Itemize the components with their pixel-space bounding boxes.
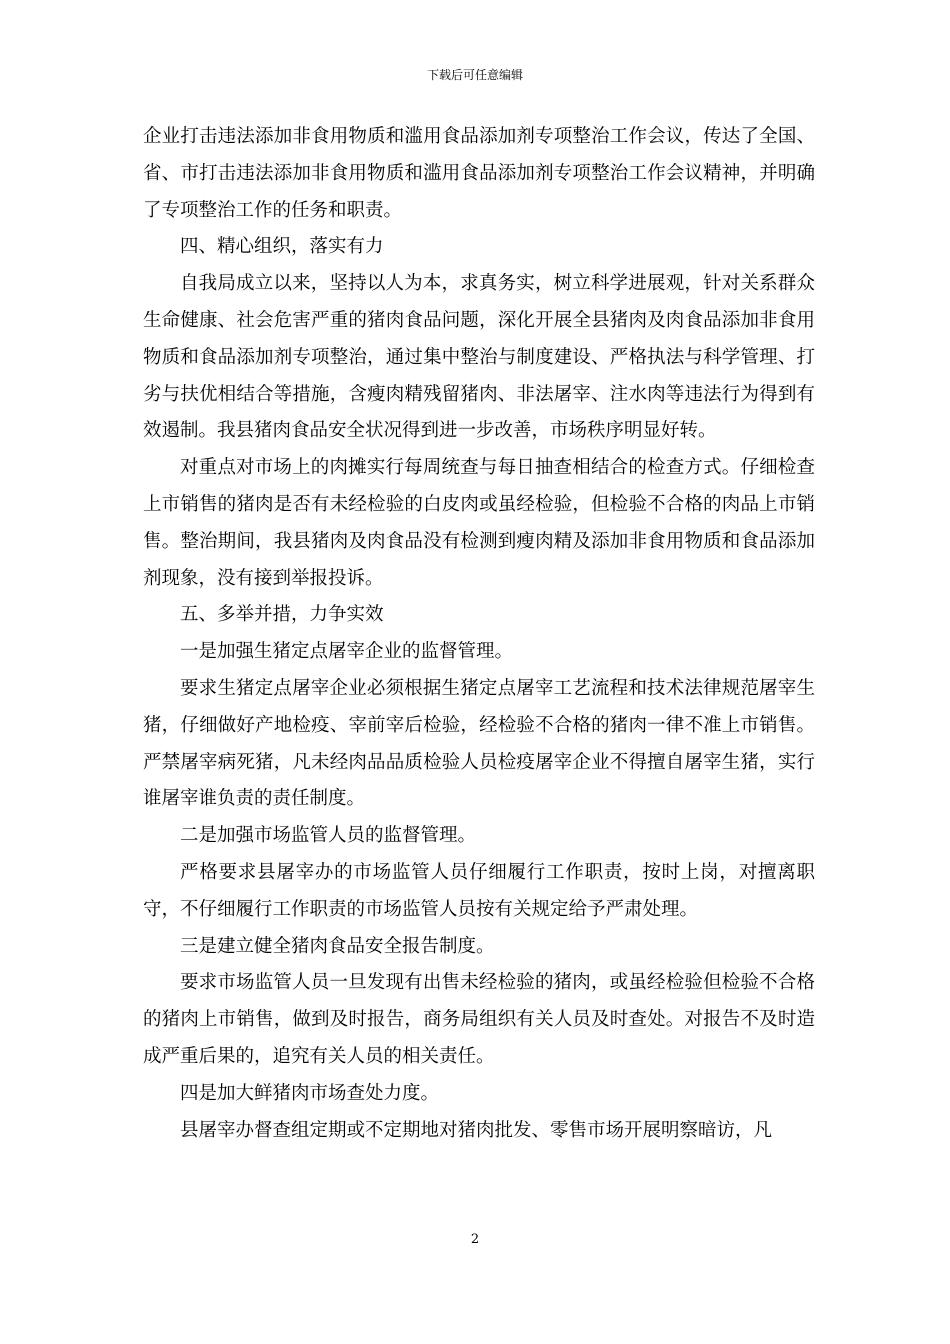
page-number: 2 [470,1232,480,1247]
section-heading-4: 四、精心组织，落实有力 [180,236,384,258]
page-header: 下载后可任意编辑 [426,68,523,82]
subheading: 四是加大鲜猪肉市场查处力度。 [180,1082,440,1104]
document-body [143,119,815,1149]
paragraph-continuation: 企业打击违法添加非食用物质和滥用食品添加剂专项整治工作会议，传达了全国、省、市打击违法添加非食用物质和滥用食品添加剂专项整治工作会议精神，并明确了专项整治工作的任务和职责。 [143,126,815,221]
paragraph: 要求生猪定点屠宰企业必须根据生猪定点屠宰工艺流程和技术法律规范屠宰生猪，仔细做好产地检疫、宰前宰后检验，经检验不合格的猪肉一律不准上市销售。严禁屠宰病死猪，凡未经肉品品质检验人员检疫屠宰企业不得擅自屠宰生猪，实行谁屠宰谁负责的责任制度。 [143,677,815,810]
paragraph: 严格要求县屠宰办的市场监管人员仔细履行工作职责，按时上岗，对擅离职守，不仔细履行工作职责的市场监管人员按有关规定给予严肃处理。 [143,861,815,920]
subheading: 二是加强市场监管人员的监督管理。 [180,825,477,847]
section-heading-5: 五、多举并措，力争实效 [180,604,384,626]
subheading: 一是加强生猪定点屠宰企业的监督管理。 [180,641,514,663]
subheading: 三是建立健全猪肉食品安全报告制度。 [180,935,495,957]
paragraph: 要求市场监管人员一旦发现有出售未经检验的猪肉，或虽经检验但检验不合格的猪肉上市销售，做到及时报告，商务局组织有关人员及时查处。对报告不及时造成严重后果的，追究有关人员的相关责任。 [143,972,815,1067]
paragraph: 县屠宰办督查组定期或不定期地对猪肉批发、零售市场开展明察暗访，凡 [180,1119,773,1141]
paragraph: 自我局成立以来，坚持以人为本，求真务实，树立科学进展观，针对关系群众生命健康、社会危害严重的猪肉食品问题，深化开展全县猪肉及肉食品添加非食用物质和食品添加剂专项整治，通过集中整治与制度建设、严格执法与科学管理、打劣与扶优相结合等措施，含瘦肉精残留猪肉、非法屠宰、注水肉等违法行为得到有效遏制。我县猪肉食品安全状况得到进一步改善，市场秩序明显好转。 [143,273,815,442]
paragraph: 对重点对市场上的肉摊实行每周统查与每日抽查相结合的检查方式。仔细检查上市销售的猪肉是否有未经检验的白皮肉或虽经检验，但检验不合格的肉品上市销售。整治期间，我县猪肉及肉食品没有检测到瘦肉精及添加非食用物质和食品添加剂现象，没有接到举报投诉。 [143,457,815,589]
